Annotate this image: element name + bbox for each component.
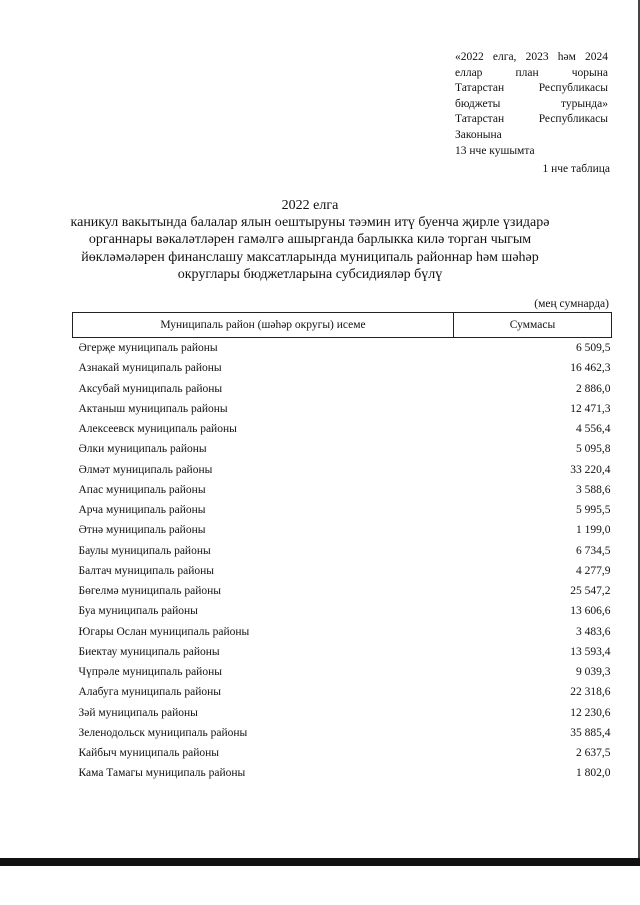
subsidy-amount: 5 995,5 [576, 504, 611, 517]
district-name: Аксубай муниципаль районы [78, 382, 223, 395]
district-name: Бөгелмә муниципаль районы [78, 585, 222, 598]
subsidy-amount: 25 547,2 [570, 585, 611, 598]
district-name: Әгерҗе муниципаль районы [78, 342, 218, 355]
subsidy-amount: 4 277,9 [576, 564, 611, 577]
table-row [73, 379, 612, 399]
district-name: Кайбыч муниципаль районы [78, 747, 220, 760]
subsidy-amount: 33 220,4 [570, 463, 611, 476]
table-row [73, 763, 612, 783]
table-row [73, 703, 612, 723]
district-name: Баулы муниципаль районы [78, 544, 211, 557]
column-header-amount: Суммасы [454, 313, 612, 338]
document-title [60, 197, 560, 283]
subsidy-table [72, 312, 612, 784]
district-name: Зәй муниципаль районы [78, 706, 198, 719]
subsidy-amount: 4 556,4 [576, 423, 611, 436]
header-line: Законына [455, 128, 502, 141]
district-name: Азнакай муниципаль районы [78, 362, 222, 375]
title-line: органнары вәкаләтләрен гамәлгә ашырганда барлыкка килә торган чыгым [88, 232, 532, 248]
table-number: 1 нче таблица [542, 163, 610, 175]
subsidy-amount: 6 509,5 [576, 342, 611, 355]
subsidy-amount: 16 462,3 [570, 362, 611, 375]
subsidy-amount: 1 199,0 [576, 524, 611, 537]
subsidy-amount: 12 471,3 [570, 402, 611, 415]
table-row [73, 541, 612, 561]
table-row [73, 439, 612, 459]
subsidy-amount: 12 230,6 [570, 706, 611, 719]
district-name: Арча муниципаль районы [78, 504, 206, 517]
appendix-header [455, 50, 608, 159]
district-name: Актаныш муниципаль районы [78, 402, 228, 415]
subsidy-amount: 9 039,3 [576, 666, 611, 679]
subsidy-amount: 13 593,4 [570, 645, 611, 658]
table-row [73, 662, 612, 682]
table-row [73, 601, 612, 621]
header-line: Татарстан Республикасы [455, 113, 608, 126]
table-row [73, 358, 612, 378]
table-row [73, 419, 612, 439]
district-name: Әлмәт муниципаль районы [78, 463, 213, 476]
table-row [73, 460, 612, 480]
district-name: Алабуга муниципаль районы [78, 686, 222, 699]
district-name: Югары Ослан муниципаль районы [78, 625, 250, 638]
district-name: Әтнә муниципаль районы [78, 524, 206, 537]
table-row [73, 581, 612, 601]
subsidy-amount: 35 885,4 [570, 726, 611, 739]
district-name: Биектау муниципаль районы [78, 645, 220, 658]
table-row [73, 500, 612, 520]
district-name: Кама Тамагы муниципаль районы [78, 767, 246, 780]
table-row [73, 743, 612, 763]
units-note: (мең сумнарда) [534, 298, 609, 310]
subsidy-amount: 3 483,6 [576, 625, 611, 638]
district-name: Зеленодольск муниципаль районы [78, 726, 248, 739]
table-row [73, 480, 612, 500]
table-row [73, 642, 612, 662]
subsidy-amount: 2 637,5 [576, 747, 611, 760]
table-body [73, 338, 612, 784]
subsidy-amount: 3 588,6 [576, 483, 611, 496]
subsidy-amount: 2 886,0 [576, 382, 611, 395]
table-row [73, 338, 612, 359]
table-row [73, 723, 612, 743]
district-name: Балтач муниципаль районы [78, 564, 215, 577]
table-row [73, 622, 612, 642]
subsidy-amount: 5 095,8 [576, 443, 611, 456]
district-name: Әлки муниципаль районы [78, 443, 207, 456]
district-name: Алексеевск муниципаль районы [78, 423, 237, 436]
header-line: Татарстан Республикасы [455, 82, 608, 95]
header-line: еллар план чорына [455, 66, 608, 79]
district-name: Чүпрәле муниципаль районы [78, 666, 222, 679]
subsidy-amount: 1 802,0 [576, 767, 611, 780]
district-name: Буа муниципаль районы [78, 605, 198, 618]
table-row [73, 682, 612, 702]
header-line: 13 нче кушымта [455, 144, 535, 157]
district-name: Апас муниципаль районы [78, 483, 206, 496]
table-row [73, 399, 612, 419]
table-row [73, 520, 612, 540]
subsidy-amount: 13 606,6 [570, 605, 611, 618]
title-line: 2022 елга [281, 198, 339, 213]
title-line: каникул вакытында балалар ялын оештыруны тәэмин итү буенча җирле үзидарә [70, 215, 550, 231]
header-line: бюджеты турында» [455, 97, 608, 110]
table-header-row [73, 313, 612, 338]
header-line: «2022 елга, 2023 һәм 2024 [455, 51, 608, 63]
scan-bottom-edge [0, 858, 640, 866]
table-row [73, 561, 612, 581]
title-line: йөкләмәләрен финанслашу максатларында муниципаль районнар һәм шәһәр [81, 249, 539, 265]
subsidy-amount: 22 318,6 [570, 686, 611, 699]
title-line: округлары бюджетларына субсидияләр бүлү [177, 266, 443, 282]
column-header-name: Муниципаль район (шәһәр округы) исеме [73, 313, 454, 338]
subsidy-amount: 6 734,5 [576, 544, 611, 557]
